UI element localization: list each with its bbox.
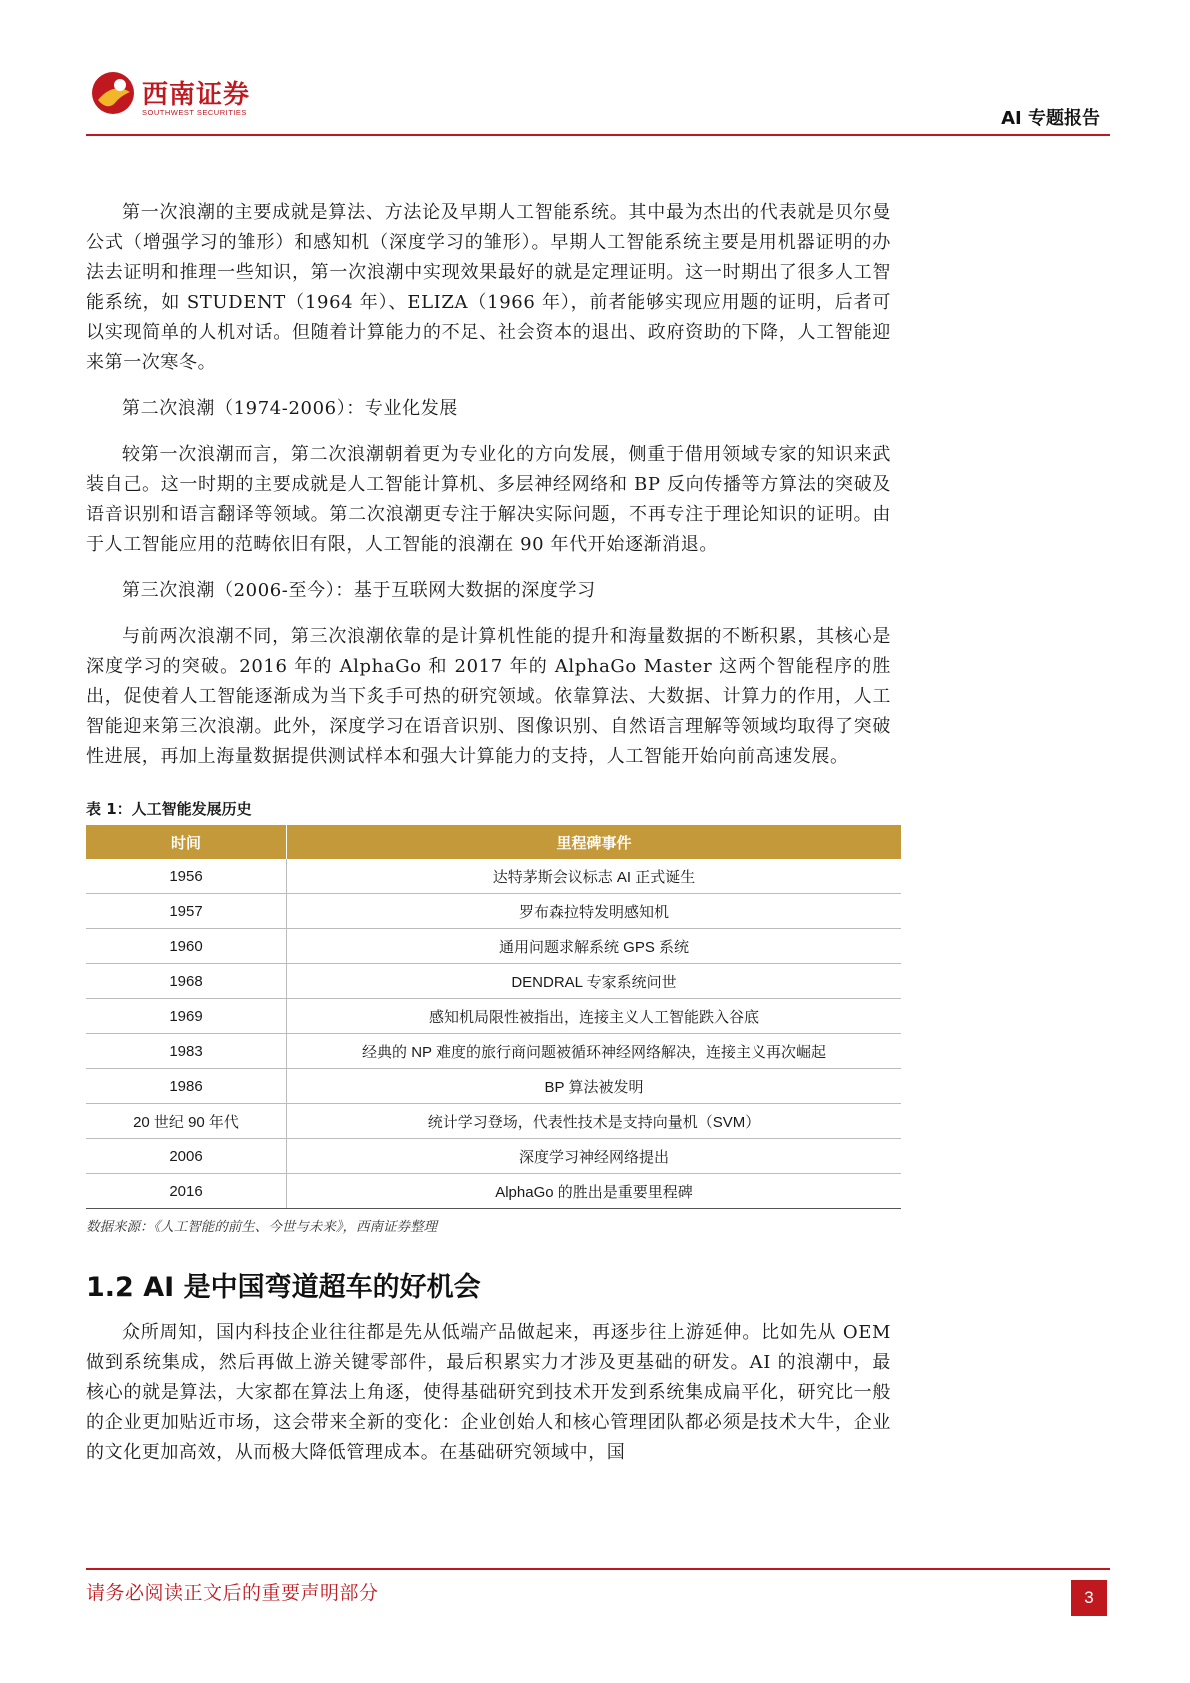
table-header-row xyxy=(86,825,901,859)
footer-disclaimer: 请务必阅读正文后的重要声明部分 xyxy=(86,1582,379,1604)
heading-second-wave: 第二次浪潮（1974-2006）：专业化发展 xyxy=(122,398,458,419)
ai-history-table xyxy=(86,825,901,1209)
page-number: 3 xyxy=(1071,1580,1107,1616)
row-event: 感知机局限性被指出，连接主义人工智能跌入谷底 xyxy=(287,999,902,1034)
row-event: DENDRAL 专家系统问世 xyxy=(287,964,902,999)
table-row xyxy=(86,929,901,964)
table-row xyxy=(86,964,901,999)
table-source-note: 数据来源：《人工智能的前生、今世与未来》，西南证券整理 xyxy=(86,1219,437,1235)
report-type-label: AI 专题报告 xyxy=(1001,108,1100,129)
table-row xyxy=(86,1069,901,1104)
logo-english-name: SOUTHWEST SECURITIES xyxy=(142,108,247,117)
row-year: 1957 xyxy=(86,894,287,929)
paragraph-third-wave: 与前两次浪潮不同，第三次浪潮依靠的是计算机性能的提升和海量数据的不断积累，其核心是深度学习的突破。2016 年的 AlphaGo 和 2017 年的 AlphaGo Master 这两个智能程序的胜出，促使着人工智能逐渐成为当下炙手可热的研究领域。依靠算法、大数据、计算力的作用，人工智能迎来第三次浪潮。此外，深度学习在语音识别、图像识别、自然语言理解等领域均取得了突破性进展，再加上海量数据提供测试样本和强大计算能力的支持，人工智能开始向前高速发展。 xyxy=(86,626,891,767)
row-year: 1986 xyxy=(86,1069,287,1104)
row-year: 1960 xyxy=(86,929,287,964)
table-row xyxy=(86,1139,901,1174)
row-event: 通用问题求解系统 GPS 系统 xyxy=(287,929,902,964)
page-header xyxy=(0,0,1190,140)
header-divider xyxy=(86,134,1110,136)
table-row xyxy=(86,894,901,929)
table-row xyxy=(86,1034,901,1069)
table-row xyxy=(86,1174,901,1209)
row-event: 经典的 NP 难度的旅行商问题被循环神经网络解决，连接主义再次崛起 xyxy=(287,1034,902,1069)
row-year: 1968 xyxy=(86,964,287,999)
table-row xyxy=(86,999,901,1034)
section-title: 1.2 AI 是中国弯道超车的好机会 xyxy=(86,1272,481,1303)
row-year: 1983 xyxy=(86,1034,287,1069)
row-event: 统计学习登场，代表性技术是支持向量机（SVM） xyxy=(287,1104,902,1139)
table-row xyxy=(86,859,901,894)
row-event: BP 算法被发明 xyxy=(287,1069,902,1104)
heading-third-wave: 第三次浪潮（2006-至今）：基于互联网大数据的深度学习 xyxy=(122,580,596,601)
row-event: 深度学习神经网络提出 xyxy=(287,1139,902,1174)
header-milestone: 里程碑事件 xyxy=(287,825,902,859)
row-year: 2016 xyxy=(86,1174,287,1209)
row-year: 1956 xyxy=(86,859,287,894)
company-logo xyxy=(90,70,250,126)
logo-chinese-name: 西南证券 xyxy=(142,80,251,110)
header-time: 时间 xyxy=(86,825,287,859)
logo-emblem-icon xyxy=(90,70,136,116)
row-event: AlphaGo 的胜出是重要里程碑 xyxy=(287,1174,902,1209)
row-year: 1969 xyxy=(86,999,287,1034)
row-event: 罗布森拉特发明感知机 xyxy=(287,894,902,929)
table-row xyxy=(86,1104,901,1139)
row-event: 达特茅斯会议标志 AI 正式诞生 xyxy=(287,859,902,894)
row-year: 2006 xyxy=(86,1139,287,1174)
table-caption: 表 1：人工智能发展历史 xyxy=(86,800,252,818)
footer-divider xyxy=(86,1568,1110,1570)
row-year: 20 世纪 90 年代 xyxy=(86,1104,287,1139)
paragraph-second-wave: 较第一次浪潮而言，第二次浪潮朝着更为专业化的方向发展，侧重于借用领域专家的知识来武装自己。这一时期的主要成就是人工智能计算机、多层神经网络和 BP 反向传播等方算法的突破及语音识别和语言翻译等领域。第二次浪潮更专注于解决实际问题，不再专注于理论知识的证明。由于人工智能应用的范畴依旧有限，人工智能的浪潮在 90 年代开始逐渐消退。 xyxy=(86,444,891,555)
paragraph-section-intro: 众所周知，国内科技企业往往都是先从低端产品做起来，再逐步往上游延伸。比如先从 OEM 做到系统集成，然后再做上游关键零部件，最后积累实力才涉及更基础的研发。AI 的浪潮中，最核心的就是算法，大家都在算法上角逐，使得基础研究到技术开发到系统集成扁平化，研究比一般的企业更加贴近市场，这会带来全新的变化：企业创始人和核心管理团队都必须是技术大牛，企业的文化更加高效，从而极大降低管理成本。在基础研究领域中，国 xyxy=(86,1322,891,1463)
paragraph-first-wave: 第一次浪潮的主要成就是算法、方法论及早期人工智能系统。其中最为杰出的代表就是贝尔曼公式（增强学习的雏形）和感知机（深度学习的雏形）。早期人工智能系统主要是用机器证明的办法去证明和推理一些知识，第一次浪潮中实现效果最好的就是定理证明。这一时期出了很多人工智能系统，如 STUDENT（1964 年）、ELIZA（1966 年），前者能够实现应用题的证明，后者可以实现简单的人机对话。但随着计算能力的不足、社会资本的退出、政府资助的下降，人工智能迎来第一次寒冬。 xyxy=(86,202,891,373)
main-content xyxy=(86,198,891,1468)
